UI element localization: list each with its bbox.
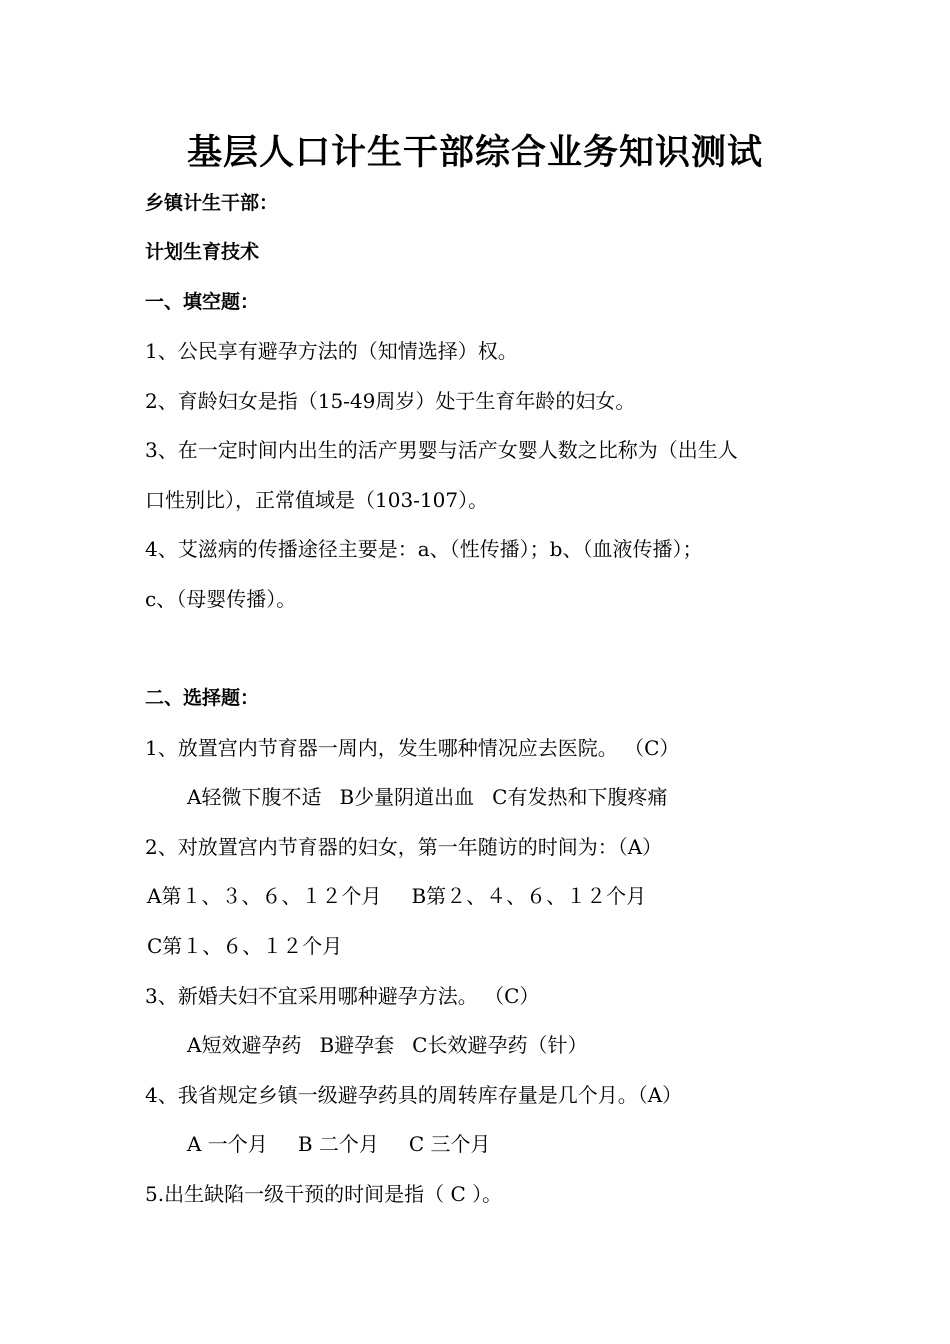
option-c: C 三个月: [408, 1132, 491, 1156]
option-b: B第２、４、６、１２个月: [411, 884, 647, 908]
choice-question-2-options-line-2: C第１、６、１２个月: [147, 934, 343, 958]
option-c: C长效避孕药（针）: [412, 1033, 588, 1057]
fill-question-3-line-2: 口性别比），正常值域是（103-107）。: [145, 488, 489, 512]
option-b: B 二个月: [297, 1132, 379, 1156]
fill-question-4-line-1: 4、艾滋病的传播途径主要是：a、（性传播）；b、（血液传播）；: [145, 537, 703, 561]
choice-question-2-options-line-1: [147, 881, 646, 911]
choice-question-1-options: [187, 782, 667, 812]
choice-question-3: 3、新婚夫妇不宜采用哪种避孕方法。 （C）: [145, 984, 540, 1008]
option-b: B少量阴道出血: [339, 785, 475, 809]
choice-question-2: 2、对放置宫内节育器的妇女，第一年随访的时间为：（A）: [145, 835, 663, 859]
section-heading: 计划生育技术: [145, 241, 260, 263]
option-b: B避孕套: [319, 1033, 395, 1057]
choice-question-5: 5.出生缺陷一级干预的时间是指（ C ）。: [145, 1182, 503, 1206]
choice-question-1: 1、放置宫内节育器一周内，发生哪种情况应去医院。 （C）: [145, 736, 680, 760]
choice-question-4: 4、我省规定乡镇一级避孕药具的周转库存量是几个月。（A）: [145, 1083, 683, 1107]
option-a: A 一个月: [187, 1132, 268, 1156]
fill-question-4-line-2: c、（母婴传播）。: [145, 587, 297, 611]
subtitle: 乡镇计生干部：: [145, 192, 279, 214]
option-c: C有发热和下腹疼痛: [492, 785, 668, 809]
fill-question-1: 1、公民享有避孕方法的（知情选择）权。: [145, 339, 518, 363]
fill-question-3-line-1: 3、在一定时间内出生的活产男婴与活产女婴人数之比称为（出生人: [145, 438, 738, 462]
fill-question-2: 2、育龄妇女是指（15-49周岁）处于生育年龄的妇女。: [145, 389, 636, 413]
option-a: A第１、３、６、１２个月: [147, 884, 382, 908]
option-a: A短效避孕药: [187, 1033, 302, 1057]
document-title: 基层人口计生干部综合业务知识测试: [186, 133, 763, 173]
choice-heading: 二、选择题：: [145, 687, 260, 709]
choice-question-3-options: [187, 1030, 587, 1060]
fill-blank-heading: 一、填空题：: [145, 291, 260, 313]
choice-question-4-options: [187, 1129, 491, 1159]
option-a: A轻微下腹不适: [187, 785, 322, 809]
